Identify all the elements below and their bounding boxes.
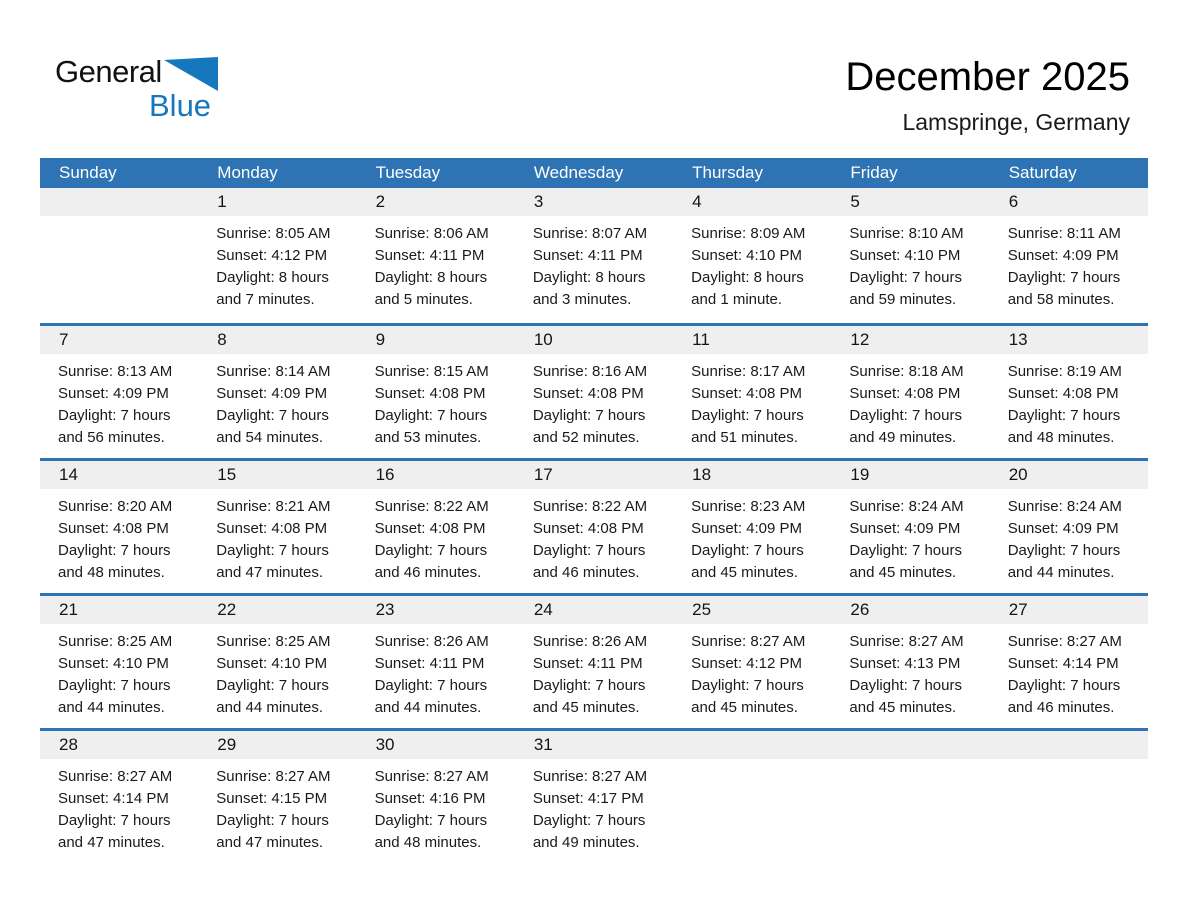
day-number: 27 [990, 596, 1148, 624]
day-number: 23 [357, 596, 515, 624]
sunset-text: Sunset: 4:08 PM [216, 520, 328, 537]
sunset-text: Sunset: 4:09 PM [691, 520, 803, 537]
sunset-text: Sunset: 4:08 PM [1007, 385, 1119, 402]
day-info [673, 489, 831, 584]
sunset-text: Sunset: 4:09 PM [216, 385, 328, 402]
sunrise-text: Sunrise: 8:14 AM [216, 363, 331, 380]
week-row-5 [40, 728, 1148, 863]
page-subtitle: Lamspringe, Germany [902, 109, 1130, 135]
daylight-text: Daylight: 7 hours and 45 minutes. [691, 677, 804, 716]
daylight-text: Daylight: 7 hours and 45 minutes. [532, 677, 646, 716]
daylight-text: Daylight: 7 hours and 45 minutes. [849, 542, 962, 581]
day-info [515, 354, 673, 449]
day-info [40, 624, 198, 719]
day-cell-30 [357, 731, 515, 863]
day-number: 8 [198, 326, 356, 354]
day-number [831, 731, 989, 759]
day-info [515, 759, 673, 854]
day-number: 11 [673, 326, 831, 354]
logo-text-general: General [55, 54, 162, 89]
sunrise-text: Sunrise: 8:23 AM [691, 498, 806, 515]
sunrise-text: Sunrise: 8:24 AM [849, 498, 964, 515]
day-info [198, 624, 356, 719]
sunrise-text: Sunrise: 8:24 AM [1007, 498, 1122, 515]
day-info [40, 354, 198, 449]
calendar-weeks [40, 188, 1148, 863]
sunrise-text: Sunrise: 8:21 AM [216, 498, 331, 515]
day-info [515, 624, 673, 719]
logo-text-blue: Blue [149, 88, 212, 123]
day-cell-empty [831, 731, 989, 863]
day-number: 2 [357, 188, 515, 216]
day-number: 10 [515, 326, 673, 354]
sunrise-text: Sunrise: 8:11 AM [1007, 225, 1121, 242]
daylight-text: Daylight: 7 hours and 45 minutes. [691, 542, 804, 581]
day-number: 9 [357, 326, 515, 354]
day-number: 15 [198, 461, 356, 489]
sunset-text: Sunset: 4:10 PM [216, 655, 328, 672]
day-number: 28 [40, 731, 198, 759]
sunrise-text: Sunrise: 8:05 AM [216, 225, 331, 242]
day-cell-19 [831, 461, 989, 593]
day-info [357, 624, 515, 719]
day-cell-22 [198, 596, 356, 728]
sunrise-text: Sunrise: 8:25 AM [216, 633, 331, 650]
daylight-text: Daylight: 7 hours and 46 minutes. [374, 542, 488, 581]
sunset-text: Sunset: 4:08 PM [849, 385, 961, 402]
day-cell-10 [515, 326, 673, 458]
daylight-text: Daylight: 7 hours and 54 minutes. [216, 407, 329, 446]
sunrise-text: Sunrise: 8:27 AM [849, 633, 964, 650]
day-info [357, 759, 515, 854]
sunset-text: Sunset: 4:08 PM [374, 385, 486, 402]
daylight-text: Daylight: 7 hours and 49 minutes. [849, 407, 962, 446]
sunrise-text: Sunrise: 8:27 AM [1007, 633, 1122, 650]
sunset-text: Sunset: 4:09 PM [58, 385, 169, 402]
day-number: 3 [515, 188, 673, 216]
day-info [831, 354, 989, 449]
day-cell-7 [40, 326, 198, 458]
day-cell-27 [990, 596, 1148, 728]
day-info [831, 624, 989, 719]
day-number: 19 [831, 461, 989, 489]
weekday-header-wednesday: Wednesday [533, 163, 624, 182]
day-info [990, 624, 1148, 719]
sunrise-text: Sunrise: 8:27 AM [374, 768, 489, 785]
day-info [40, 216, 198, 223]
day-cell-12 [831, 326, 989, 458]
day-number: 14 [40, 461, 198, 489]
weekday-header-thursday: Thursday [692, 163, 764, 182]
day-number [40, 188, 198, 216]
week-row-1 [40, 188, 1148, 323]
day-info [198, 216, 356, 311]
daylight-text: Daylight: 7 hours and 47 minutes. [216, 812, 329, 851]
day-info [198, 759, 356, 854]
sunset-text: Sunset: 4:08 PM [532, 520, 644, 537]
day-cell-empty [40, 188, 198, 323]
day-info [673, 759, 831, 766]
day-cell-6 [990, 188, 1148, 323]
sunrise-text: Sunrise: 8:25 AM [58, 633, 173, 650]
day-info [40, 759, 198, 854]
sunset-text: Sunset: 4:11 PM [374, 247, 485, 264]
day-cell-5 [831, 188, 989, 323]
day-cell-1 [198, 188, 356, 323]
day-cell-26 [831, 596, 989, 728]
day-cell-9 [357, 326, 515, 458]
daylight-text: Daylight: 7 hours and 47 minutes. [58, 812, 171, 851]
sunset-text: Sunset: 4:10 PM [691, 247, 803, 264]
sunrise-text: Sunrise: 8:20 AM [58, 498, 173, 515]
day-info [831, 216, 989, 311]
day-info [673, 354, 831, 449]
day-cell-8 [198, 326, 356, 458]
weekday-header-monday: Monday [217, 163, 278, 182]
sunset-text: Sunset: 4:14 PM [58, 790, 169, 807]
sunrise-text: Sunrise: 8:16 AM [532, 363, 648, 380]
weekday-header-tuesday: Tuesday [375, 163, 441, 182]
day-number [990, 731, 1148, 759]
day-info [357, 354, 515, 449]
weekday-header-row [40, 158, 1148, 188]
sunset-text: Sunset: 4:08 PM [58, 520, 169, 537]
sunset-text: Sunset: 4:17 PM [532, 790, 644, 807]
day-info [515, 489, 673, 584]
sunrise-text: Sunrise: 8:27 AM [216, 768, 331, 785]
sunrise-text: Sunrise: 8:15 AM [374, 363, 489, 380]
week-row-2 [40, 323, 1148, 458]
daylight-text: Daylight: 8 hours and 1 minute. [691, 269, 804, 308]
sunset-text: Sunset: 4:08 PM [691, 385, 803, 402]
day-info [357, 216, 515, 311]
day-info [990, 354, 1148, 449]
daylight-text: Daylight: 7 hours and 46 minutes. [532, 542, 646, 581]
day-number: 12 [831, 326, 989, 354]
daylight-text: Daylight: 7 hours and 46 minutes. [1007, 677, 1121, 716]
sunrise-text: Sunrise: 8:19 AM [1007, 363, 1122, 380]
title-block [845, 56, 1148, 136]
day-number: 6 [990, 188, 1148, 216]
sunset-text: Sunset: 4:08 PM [374, 520, 486, 537]
daylight-text: Daylight: 7 hours and 45 minutes. [849, 677, 962, 716]
day-cell-25 [673, 596, 831, 728]
daylight-text: Daylight: 7 hours and 49 minutes. [532, 812, 646, 851]
page-title: December 2025 [845, 55, 1130, 99]
sunset-text: Sunset: 4:11 PM [374, 655, 485, 672]
day-info [990, 489, 1148, 584]
day-info [357, 489, 515, 584]
day-cell-31 [515, 731, 673, 863]
day-info [990, 216, 1148, 311]
daylight-text: Daylight: 7 hours and 52 minutes. [532, 407, 646, 446]
sunset-text: Sunset: 4:09 PM [849, 520, 961, 537]
day-cell-29 [198, 731, 356, 863]
sunrise-text: Sunrise: 8:26 AM [374, 633, 489, 650]
day-info [198, 354, 356, 449]
daylight-text: Daylight: 7 hours and 48 minutes. [58, 542, 171, 581]
sunrise-text: Sunrise: 8:06 AM [374, 225, 489, 242]
daylight-text: Daylight: 7 hours and 47 minutes. [216, 542, 329, 581]
daylight-text: Daylight: 7 hours and 44 minutes. [1007, 542, 1121, 581]
week-row-4 [40, 593, 1148, 728]
day-info [831, 759, 989, 766]
day-number: 22 [198, 596, 356, 624]
day-number: 31 [515, 731, 673, 759]
sunrise-text: Sunrise: 8:22 AM [532, 498, 648, 515]
sunset-text: Sunset: 4:09 PM [1007, 520, 1119, 537]
sunset-text: Sunset: 4:08 PM [532, 385, 644, 402]
sunset-text: Sunset: 4:09 PM [1007, 247, 1119, 264]
day-number: 17 [515, 461, 673, 489]
day-number: 25 [673, 596, 831, 624]
day-info [198, 489, 356, 584]
day-number: 1 [198, 188, 356, 216]
daylight-text: Daylight: 8 hours and 5 minutes. [374, 269, 488, 308]
day-number: 20 [990, 461, 1148, 489]
daylight-text: Daylight: 7 hours and 48 minutes. [374, 812, 488, 851]
day-cell-24 [515, 596, 673, 728]
sunset-text: Sunset: 4:12 PM [691, 655, 803, 672]
page-header [40, 0, 1148, 158]
daylight-text: Daylight: 7 hours and 44 minutes. [374, 677, 488, 716]
sunset-text: Sunset: 4:13 PM [849, 655, 961, 672]
daylight-text: Daylight: 7 hours and 44 minutes. [58, 677, 171, 716]
calendar-table [40, 158, 1148, 863]
day-cell-18 [673, 461, 831, 593]
weekday-header-saturday: Saturday [1008, 163, 1077, 182]
day-number: 29 [198, 731, 356, 759]
day-cell-16 [357, 461, 515, 593]
day-number: 21 [40, 596, 198, 624]
day-info [40, 489, 198, 584]
sunrise-text: Sunrise: 8:26 AM [532, 633, 648, 650]
sunrise-text: Sunrise: 8:18 AM [849, 363, 964, 380]
sunset-text: Sunset: 4:12 PM [216, 247, 328, 264]
day-cell-28 [40, 731, 198, 863]
day-cell-23 [357, 596, 515, 728]
sunrise-text: Sunrise: 8:22 AM [374, 498, 489, 515]
day-cell-2 [357, 188, 515, 323]
daylight-text: Daylight: 8 hours and 7 minutes. [216, 269, 329, 308]
sunset-text: Sunset: 4:10 PM [849, 247, 961, 264]
general-blue-logo [55, 56, 218, 121]
day-cell-13 [990, 326, 1148, 458]
sunrise-text: Sunrise: 8:27 AM [691, 633, 806, 650]
day-number: 4 [673, 188, 831, 216]
day-cell-20 [990, 461, 1148, 593]
daylight-text: Daylight: 7 hours and 53 minutes. [374, 407, 488, 446]
day-cell-11 [673, 326, 831, 458]
day-cell-15 [198, 461, 356, 593]
sunset-text: Sunset: 4:11 PM [532, 655, 643, 672]
sunset-text: Sunset: 4:11 PM [532, 247, 643, 264]
daylight-text: Daylight: 7 hours and 56 minutes. [58, 407, 171, 446]
day-cell-4 [673, 188, 831, 323]
day-info [673, 624, 831, 719]
day-number: 7 [40, 326, 198, 354]
daylight-text: Daylight: 7 hours and 48 minutes. [1007, 407, 1121, 446]
day-cell-3 [515, 188, 673, 323]
day-cell-21 [40, 596, 198, 728]
day-number: 13 [990, 326, 1148, 354]
daylight-text: Daylight: 7 hours and 51 minutes. [691, 407, 804, 446]
day-info [673, 216, 831, 311]
day-cell-17 [515, 461, 673, 593]
day-number: 24 [515, 596, 673, 624]
sunrise-text: Sunrise: 8:09 AM [691, 225, 806, 242]
sunset-text: Sunset: 4:16 PM [374, 790, 486, 807]
sunrise-text: Sunrise: 8:17 AM [691, 363, 806, 380]
sunrise-text: Sunrise: 8:27 AM [58, 768, 173, 785]
day-number [673, 731, 831, 759]
week-row-3 [40, 458, 1148, 593]
sunset-text: Sunset: 4:10 PM [58, 655, 169, 672]
day-number: 5 [831, 188, 989, 216]
sunrise-text: Sunrise: 8:10 AM [849, 225, 964, 242]
day-info [515, 216, 673, 311]
sunset-text: Sunset: 4:15 PM [216, 790, 328, 807]
daylight-text: Daylight: 8 hours and 3 minutes. [532, 269, 646, 308]
daylight-text: Daylight: 7 hours and 44 minutes. [216, 677, 329, 716]
day-info [831, 489, 989, 584]
day-number: 16 [357, 461, 515, 489]
day-number: 30 [357, 731, 515, 759]
sunset-text: Sunset: 4:14 PM [1007, 655, 1119, 672]
day-number: 26 [831, 596, 989, 624]
day-cell-14 [40, 461, 198, 593]
daylight-text: Daylight: 7 hours and 59 minutes. [849, 269, 962, 308]
day-cell-empty [990, 731, 1148, 863]
sunrise-text: Sunrise: 8:27 AM [532, 768, 648, 785]
sunrise-text: Sunrise: 8:13 AM [58, 363, 173, 380]
weekday-header-friday: Friday [850, 163, 898, 182]
day-cell-empty [673, 731, 831, 863]
sunrise-text: Sunrise: 8:07 AM [532, 225, 648, 242]
weekday-header-sunday: Sunday [59, 163, 117, 182]
daylight-text: Daylight: 7 hours and 58 minutes. [1007, 269, 1121, 308]
day-number: 18 [673, 461, 831, 489]
day-info [990, 759, 1148, 766]
